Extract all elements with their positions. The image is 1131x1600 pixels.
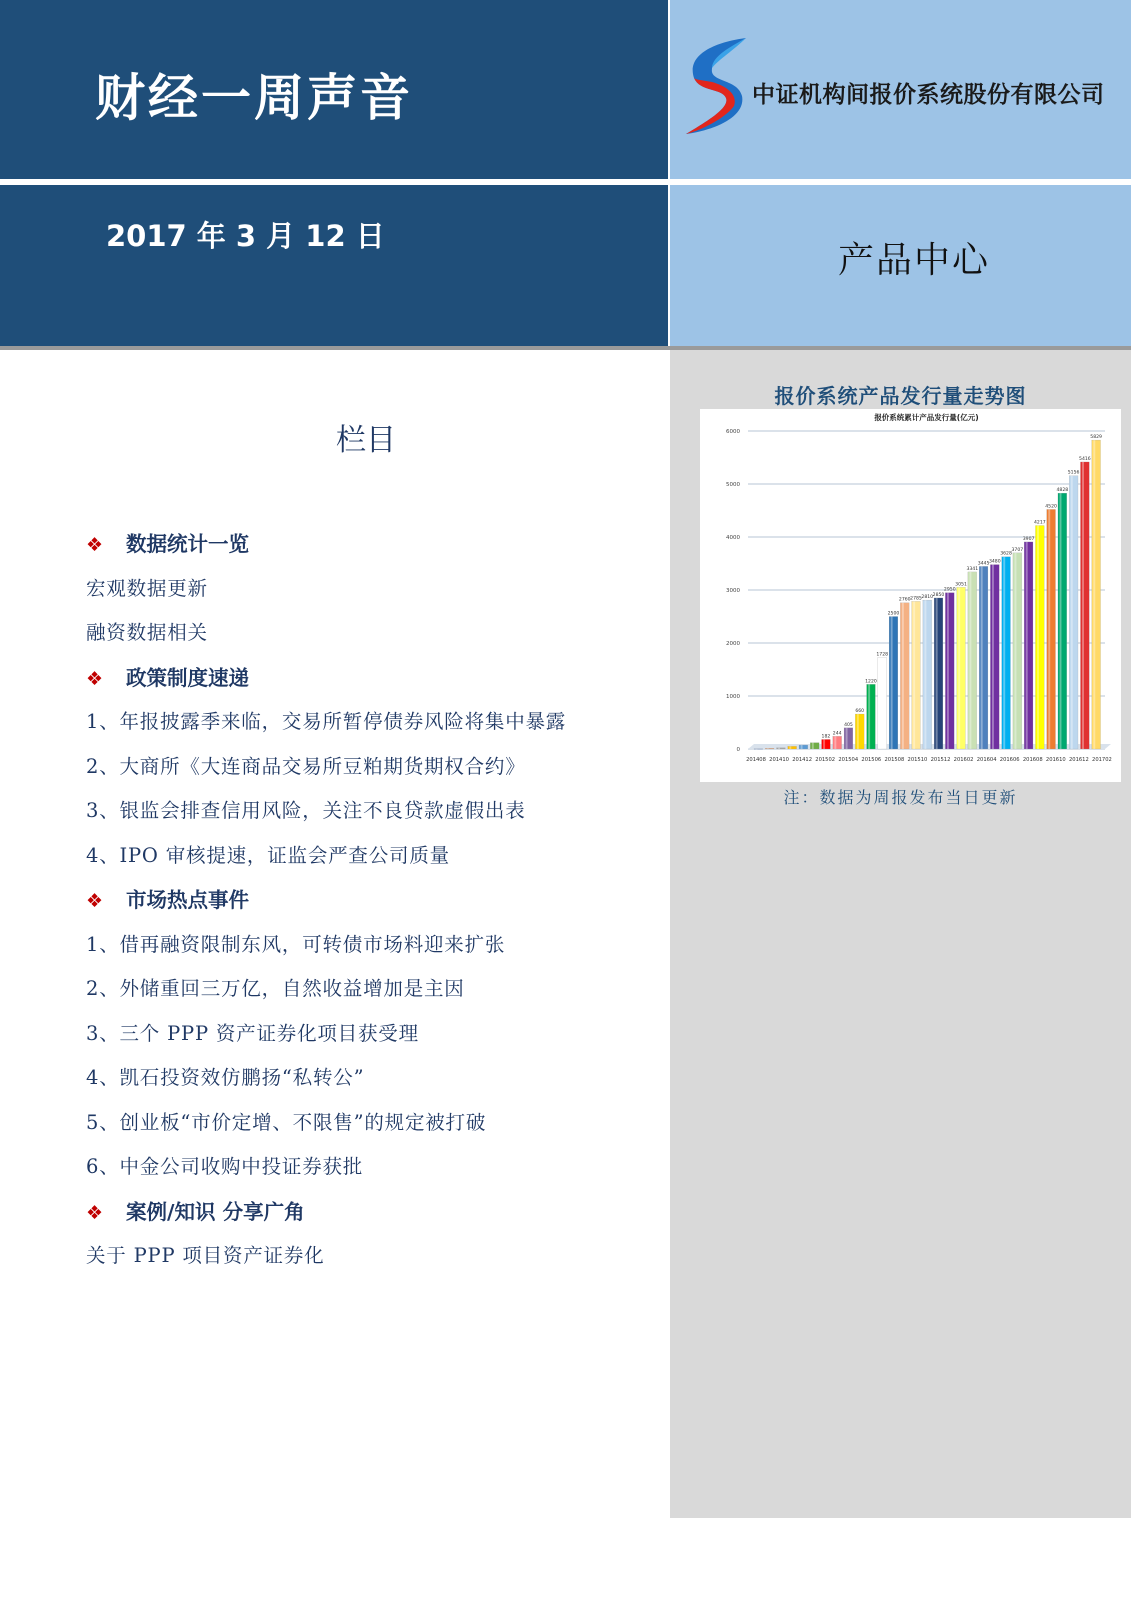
toc-section-label: 市场热点事件 bbox=[126, 888, 249, 912]
table-of-contents bbox=[86, 528, 666, 1285]
bar bbox=[979, 566, 988, 749]
bar-data-label: 2785 bbox=[910, 596, 922, 602]
bar bbox=[1002, 557, 1011, 749]
bar-data-label: 5416 bbox=[1079, 456, 1091, 462]
bar-highlight bbox=[1026, 542, 1028, 749]
bar-highlight bbox=[812, 743, 814, 749]
bar-data-label: 3907 bbox=[1022, 536, 1035, 542]
bar-highlight bbox=[947, 593, 949, 749]
toc-heading: 栏目 bbox=[336, 423, 396, 458]
chart-container bbox=[700, 409, 1121, 782]
bar bbox=[765, 748, 774, 749]
bar bbox=[1024, 542, 1033, 749]
bar bbox=[799, 745, 808, 749]
toc-item: 融资数据相关 bbox=[86, 621, 208, 644]
bar bbox=[900, 603, 909, 749]
bar bbox=[867, 684, 876, 749]
bar bbox=[889, 617, 898, 750]
bar-highlight bbox=[958, 587, 960, 749]
chart-note: 注：数据为周报发布当日更新 bbox=[783, 788, 1018, 807]
bar-data-label: 3628 bbox=[1000, 551, 1012, 557]
bar bbox=[1092, 440, 1101, 749]
bar-highlight bbox=[846, 728, 848, 749]
bar-highlight bbox=[823, 739, 825, 749]
bar-chart bbox=[700, 409, 1121, 782]
bar-highlight bbox=[868, 684, 870, 749]
toc-item: 3、三个 PPP 资产证券化项目获受理 bbox=[86, 1021, 419, 1045]
bar bbox=[1069, 476, 1078, 749]
bar-highlight bbox=[969, 572, 971, 749]
bar-highlight bbox=[913, 601, 915, 749]
bar-data-label: 2950 bbox=[943, 587, 956, 593]
bar-highlight bbox=[1060, 493, 1062, 749]
bar-highlight bbox=[834, 736, 836, 749]
bar-data-label: 5829 bbox=[1090, 435, 1102, 441]
diamond-bullet-icon: ❖ bbox=[86, 667, 104, 690]
bar bbox=[1013, 553, 1022, 749]
y-tick-label: 4000 bbox=[726, 535, 740, 541]
bar-highlight bbox=[936, 598, 938, 749]
bar-data-label: 3707 bbox=[1011, 547, 1024, 553]
bar-data-label: 3051 bbox=[955, 582, 967, 588]
page-title: 财经一周声音 bbox=[95, 69, 413, 127]
bar bbox=[934, 598, 943, 749]
bar-highlight bbox=[1048, 509, 1050, 749]
x-tick-label: 201410 bbox=[769, 757, 789, 763]
bar bbox=[788, 746, 797, 749]
toc-item: 4、凯石投资效仿鹏扬“私转公” bbox=[86, 1066, 365, 1089]
bar-data-label: 1220 bbox=[865, 679, 877, 685]
bar-highlight bbox=[756, 749, 758, 750]
bar bbox=[957, 587, 966, 749]
toc-section-label: 案例/知识 分享广角 bbox=[126, 1199, 305, 1224]
bar-highlight bbox=[902, 603, 904, 749]
company-name: 中证机构间报价系统股份有限公司 bbox=[752, 82, 1105, 108]
bar-highlight bbox=[1003, 557, 1005, 749]
toc-item: 3、银监会排查信用风险，关注不良贷款虚假出表 bbox=[86, 799, 526, 822]
bar-highlight bbox=[1093, 440, 1095, 749]
toc-section-title bbox=[86, 662, 666, 707]
x-tick-label: 201510 bbox=[907, 757, 928, 763]
bar-data-label: 405 bbox=[844, 722, 853, 728]
toc-item: 关于 PPP 项目资产证券化 bbox=[86, 1244, 325, 1267]
bar-highlight bbox=[1082, 462, 1084, 749]
x-tick-label: 201506 bbox=[861, 757, 882, 763]
bar bbox=[1047, 509, 1056, 749]
toc-item: 6、中金公司收购中投证券获批 bbox=[86, 1155, 364, 1178]
bar-data-label: 3445 bbox=[977, 561, 990, 567]
toc-section-label: 数据统计一览 bbox=[126, 532, 249, 556]
bar-data-label: 182 bbox=[821, 734, 831, 740]
x-tick-label: 201512 bbox=[930, 757, 951, 763]
bar-data-label: 5156 bbox=[1067, 470, 1080, 476]
bar-highlight bbox=[767, 748, 769, 749]
bar bbox=[1035, 525, 1044, 749]
diamond-bullet-icon: ❖ bbox=[86, 1201, 104, 1224]
toc-section-title bbox=[86, 528, 666, 573]
toc-section-label: 政策制度速递 bbox=[126, 665, 249, 690]
bar-highlight bbox=[778, 748, 780, 749]
bar-highlight bbox=[857, 714, 859, 749]
toc-item: 宏观数据更新 bbox=[86, 576, 208, 600]
y-tick-label: 1000 bbox=[726, 694, 740, 700]
bar-data-label: 1728 bbox=[876, 652, 889, 658]
bar bbox=[968, 572, 977, 749]
bar-data-label: 244 bbox=[832, 731, 842, 737]
bar-highlight bbox=[801, 745, 803, 749]
toc-item: 2、大商所《大连商品交易所豆粕期货期权合约》 bbox=[86, 754, 526, 778]
toc-section-title bbox=[86, 1196, 666, 1241]
bar bbox=[878, 657, 887, 749]
bar bbox=[833, 736, 842, 749]
toc-section-title bbox=[86, 884, 666, 929]
x-tick-label: 201504 bbox=[838, 757, 859, 763]
bar-data-label: 4828 bbox=[1056, 488, 1069, 494]
bar bbox=[1058, 493, 1067, 749]
toc-item: 1、年报披露季来临，交易所暂停债券风险将集中暴露 bbox=[86, 710, 567, 733]
bar bbox=[945, 593, 954, 749]
bar-highlight bbox=[1037, 525, 1039, 749]
bar bbox=[1080, 462, 1089, 749]
bar bbox=[844, 728, 853, 749]
bar-highlight bbox=[891, 617, 893, 750]
y-tick-label: 6000 bbox=[726, 429, 740, 435]
bar-data-label: 3341 bbox=[966, 566, 979, 572]
bar-data-label: 4217 bbox=[1033, 520, 1046, 526]
bar-data-label: 2760 bbox=[898, 597, 911, 603]
x-tick-label: 201602 bbox=[953, 757, 974, 763]
bar bbox=[754, 749, 763, 750]
bar bbox=[822, 739, 831, 749]
y-tick-label: 2000 bbox=[726, 641, 740, 647]
bar-highlight bbox=[789, 746, 791, 749]
chart-title: 报价系统累计产品发行量(亿元) bbox=[874, 413, 979, 422]
bar bbox=[855, 714, 864, 749]
x-tick-label: 201604 bbox=[976, 757, 997, 763]
bar-data-label: 660 bbox=[855, 709, 865, 715]
bar-highlight bbox=[879, 657, 881, 749]
bar-data-label: 2810 bbox=[921, 595, 934, 601]
bar-data-label: 4520 bbox=[1045, 504, 1057, 510]
bar-data-label: 3480 bbox=[988, 559, 1001, 565]
x-tick-label: 201508 bbox=[884, 757, 905, 763]
department-name: 产品中心 bbox=[838, 240, 991, 281]
x-tick-label: 201412 bbox=[792, 757, 813, 763]
toc-item: 1、借再融资限制东风，可转债市场料迎来扩张 bbox=[86, 932, 506, 956]
x-tick-label: 201608 bbox=[1022, 757, 1043, 763]
issue-date: 2017 年 3 月 12 日 bbox=[106, 219, 385, 253]
x-tick-label: 201610 bbox=[1045, 757, 1066, 763]
bar bbox=[912, 601, 921, 749]
x-tick-label: 201502 bbox=[815, 757, 836, 763]
x-tick-label: 201606 bbox=[999, 757, 1020, 763]
chart-heading: 报价系统产品发行量走势图 bbox=[774, 384, 1027, 408]
x-tick-label: 201408 bbox=[746, 757, 766, 763]
diamond-bullet-icon: ❖ bbox=[86, 890, 104, 912]
y-tick-label: 3000 bbox=[726, 588, 740, 594]
bar-highlight bbox=[1071, 476, 1073, 749]
toc-item: 2、外储重回三万亿，自然收益增加是主因 bbox=[86, 977, 465, 1000]
diamond-bullet-icon: ❖ bbox=[86, 534, 104, 556]
bar-highlight bbox=[924, 600, 926, 749]
bar-data-label: 2850 bbox=[932, 592, 945, 598]
bar-highlight bbox=[1015, 553, 1017, 749]
y-tick-label: 0 bbox=[736, 747, 740, 753]
x-tick-label: 201612 bbox=[1068, 757, 1089, 763]
bar bbox=[777, 748, 786, 749]
y-tick-label: 5000 bbox=[726, 482, 740, 488]
bar-highlight bbox=[981, 566, 983, 749]
bar bbox=[923, 600, 932, 749]
bar bbox=[990, 565, 999, 749]
x-tick-label: 201702 bbox=[1092, 757, 1112, 763]
bar-highlight bbox=[992, 565, 994, 749]
bar bbox=[810, 743, 819, 749]
toc-item: 4、IPO 审核提速，证监会严查公司质量 bbox=[86, 843, 450, 867]
bar-data-label: 2500 bbox=[887, 611, 900, 617]
header-date-panel bbox=[0, 185, 668, 346]
toc-item: 5、创业板“市价定增、不限售”的规定被打破 bbox=[86, 1110, 487, 1134]
